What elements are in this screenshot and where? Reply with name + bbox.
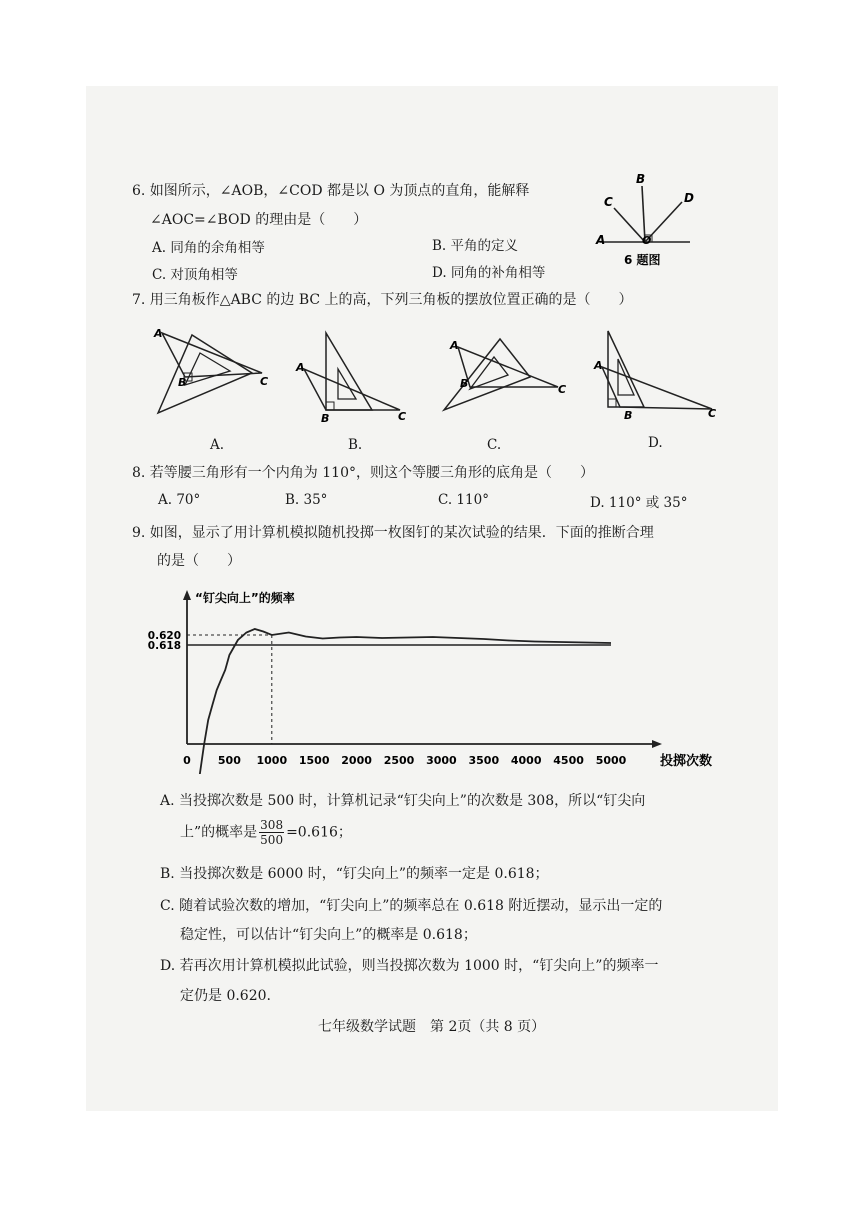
q7b-label-c: C <box>398 410 407 423</box>
q9-option-a-line1: A. 当投掷次数是 500 时，计算机记录“钉尖向上”的次数是 308，所以“钉尖向 <box>160 793 646 809</box>
q7-label-d: D. <box>648 435 663 451</box>
x-tick-label: 1500 <box>298 754 330 767</box>
q8-stem: 8. 若等腰三角形有一个内角为 110°，则这个等腰三角形的底角是（ ） <box>132 465 594 481</box>
q8-option-c: C. 110° <box>438 492 489 508</box>
q7-label-a: A. <box>210 437 225 453</box>
q6-option-b: B. 平角的定义 <box>432 238 519 254</box>
q8-option-b: B. 35° <box>285 492 328 508</box>
q7-figure-c <box>436 325 566 425</box>
q9-fraction-denominator: 500 <box>260 833 284 847</box>
q7d-label-a: A <box>594 359 603 372</box>
x-tick-label: 3000 <box>426 754 457 767</box>
q7-label-c: C. <box>487 437 502 453</box>
q7-figure-a <box>150 325 275 425</box>
x-axis-label: 投掷次数 <box>660 754 713 769</box>
q6-option-d: D. 同角的补角相等 <box>432 265 546 281</box>
q8-option-a: A. 70° <box>158 492 201 508</box>
q9-option-c-line2: 稳定性，可以估计“钉尖向上”的概率是 0.618； <box>180 927 477 943</box>
x-tick-label: 3500 <box>468 754 500 767</box>
q7a-label-b: B <box>178 376 187 389</box>
q9-stem-line1: 9. 如图，显示了用计算机模拟随机投掷一枚图钉的某次试验的结果．下面的推断合理 <box>132 525 654 541</box>
q6-option-c: C. 对顶角相等 <box>152 267 238 283</box>
y-axis-label: “钉尖向上”的频率 <box>195 591 295 605</box>
q9-option-a-result: =0.616； <box>286 824 352 841</box>
q6-label-d: D <box>684 191 694 205</box>
q9-fraction <box>259 818 284 847</box>
q6-option-a: A. 同角的余角相等 <box>152 240 265 256</box>
x-tick-label: 500 <box>217 754 241 767</box>
x-axis-arrow <box>652 740 662 748</box>
x-tick-label: 4500 <box>553 754 584 767</box>
q6-caption: 6 题图 <box>624 253 661 267</box>
q9-option-c-line1: C. 随着试验次数的增加，“钉尖向上”的频率总在 0.618 附近摆动，显示出一定的 <box>160 898 663 914</box>
q7a-label-c: C <box>260 375 269 388</box>
x-tick-label: 2000 <box>341 754 372 767</box>
q9-option-d-line1: D. 若再次用计算机模拟此试验，则当投掷次数为 1000 时，“钉尖向上”的频率一 <box>160 958 659 974</box>
x-tick-label: 4000 <box>510 754 542 767</box>
q7d-label-b: B <box>624 409 633 422</box>
q7-figure-d <box>590 325 720 425</box>
q9-option-b: B. 当投掷次数是 6000 时，“钉尖向上”的频率一定是 0.618； <box>160 866 549 882</box>
q9-stem-line2: 的是（ ） <box>157 553 241 569</box>
x-tick-label: 1000 <box>256 754 288 767</box>
q7c-label-a: A <box>450 339 459 352</box>
q6-label-o: O <box>642 234 652 247</box>
q6-angle-figure <box>590 172 702 272</box>
q9-option-a-text: 上”的概率是 <box>180 824 258 841</box>
q6-label-b: B <box>636 172 646 186</box>
q9-option-d-line2: 定仍是 0.620. <box>180 988 271 1004</box>
q6-stem-line1: 6. 如图所示，∠AOB，∠COD 都是以 O 为顶点的直角，能解释 <box>132 183 530 199</box>
q7-label-b: B. <box>348 437 363 453</box>
q6-label-a: A <box>596 233 606 247</box>
q7-figure-b <box>292 325 417 425</box>
q9-option-a-line2 <box>180 818 352 847</box>
y-tick-label: 0.620 <box>147 630 181 642</box>
q9-fraction-numerator: 308 <box>260 818 284 832</box>
q7c-label-b: B <box>460 377 469 390</box>
q7a-label-a: A <box>154 327 163 340</box>
q7-stem: 7. 用三角板作△ABC 的边 BC 上的高，下列三角板的摆放位置正确的是（ ） <box>132 292 633 308</box>
q7b-label-a: A <box>296 361 305 374</box>
x-tick-label: 2500 <box>383 754 415 767</box>
y-axis-arrow <box>183 590 191 600</box>
q6-ray-oc <box>614 208 645 242</box>
frequency-series-line <box>189 629 611 774</box>
page-footer: 七年级数学试题 第 2页（共 8 页） <box>318 1019 546 1035</box>
q8-option-d: D. 110° 或 35° <box>590 495 688 511</box>
q9-frequency-chart <box>140 584 740 774</box>
q7c-label-c: C <box>558 383 566 396</box>
y-tick-label: 0.618 <box>147 640 181 652</box>
x-tick-label: 5000 <box>595 754 627 767</box>
x-tick-label: 0 <box>183 754 191 767</box>
q6-stem-line2: ∠AOC=∠BOD 的理由是（ ） <box>150 212 368 228</box>
q6-label-c: C <box>604 195 613 209</box>
q7d-label-c: C <box>708 407 717 420</box>
q7b-label-b: B <box>321 412 330 425</box>
